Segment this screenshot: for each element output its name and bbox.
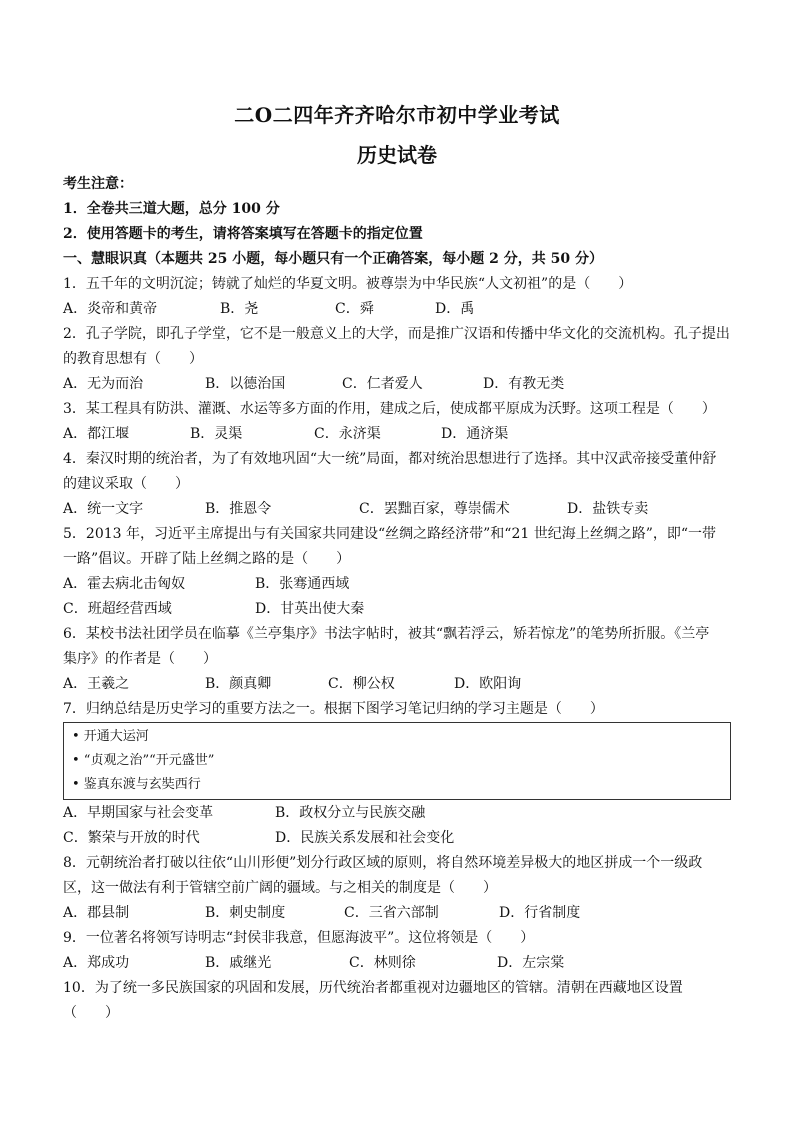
option-b[interactable]: B．刺史制度 [205,905,286,921]
option-d[interactable]: D．甘英出使大秦 [255,601,365,617]
option-a[interactable]: A．霍去病北击匈奴 [63,576,186,592]
question-stem: 7．归纳总结是历史学习的重要方法之一。根据下图学习笔记归纳的学习主题是（ ） [63,701,604,717]
option-b[interactable]: B．推恩令 [205,501,272,517]
study-notes-box [63,722,731,800]
question-stem: 集序》的作者是（ ） [63,651,217,667]
option-c[interactable]: C．林则徐 [349,955,416,971]
option-c[interactable]: C．永济渠 [314,426,381,442]
note-item: • “贞观之治”“开元盛世” [72,753,215,768]
option-a[interactable]: A．郑成功 [63,955,130,971]
option-a[interactable]: A．无为而治 [63,376,144,392]
exam-title: 二O二四年齐齐哈尔市初中学业考试 [234,103,560,127]
section-heading: 一、慧眼识真（本题共 25 小题，每小题只有一个正确答案，每小题 2 分，共 50 分） [63,251,603,267]
question-options [63,672,731,697]
option-b[interactable]: B．尧 [220,301,259,317]
option-d[interactable]: D．禹 [435,301,475,317]
option-b[interactable]: B．颜真卿 [205,676,272,692]
question-stem: 区，这一做法有利于管辖空前广阔的疆域。与之相关的制度是（ ） [63,880,497,896]
question-stem: 1．五千年的文明沉淀；铸就了灿烂的华夏文明。被尊崇为中华民族“人文初祖”的是（ ） [63,276,633,292]
question-stem: 的建议采取（ ） [63,476,189,492]
question-options [63,801,731,826]
notice-item: 2．使用答题卡的考生，请将答案填写在答题卡的指定位置 [63,226,423,242]
option-a[interactable]: A．炎帝和黄帝 [63,301,158,317]
option-d[interactable]: D．行省制度 [499,905,581,921]
question-stem: 的教育思想有（ ） [63,351,203,367]
option-c[interactable]: C．舜 [335,301,374,317]
question-options [63,372,731,397]
option-a[interactable]: A．王羲之 [63,676,130,692]
note-item: • 鉴真东渡与玄奘西行 [72,777,201,792]
option-b[interactable]: B．张骞通西域 [255,576,350,592]
option-b[interactable]: B．灵渠 [190,426,243,442]
notice-item: 1．全卷共三道大题，总分 100 分 [63,201,280,217]
option-a[interactable]: A．郡县制 [63,905,130,921]
option-c[interactable]: C．繁荣与开放的时代 [63,830,200,846]
option-b[interactable]: B．戚继光 [205,955,272,971]
question-stem: 6．某校书法社团学员在临摹《兰亭集序》书法字帖时，被其“飘若浮云，矫若惊龙”的笔势所折服。《兰亭 [63,626,710,642]
option-d[interactable]: D．民族关系发展和社会变化 [275,830,455,846]
option-d[interactable]: D．通济渠 [441,426,509,442]
question-stem: 2．孔子学院，即孔子学堂，它不是一般意义上的大学，而是推广汉语和传播中华文化的交流机构。孔子提出 [63,326,730,342]
question-stem: 3．某工程具有防洪、灌溉、水运等多方面的作用，建成之后，使成都平原成为沃野。这项工程是（ ） [63,401,716,417]
option-c[interactable]: C．柳公权 [328,676,395,692]
question-options [63,497,731,522]
option-a[interactable]: A．统一文字 [63,501,144,517]
option-c[interactable]: C．班超经营西域 [63,601,172,617]
question-stem: 5．2013 年，习近平主席提出与有关国家共同建设“丝绸之路经济带”和“21 世纪海上丝绸之路”，即“一带 [63,526,717,542]
note-item: • 开通大运河 [72,729,149,744]
option-b[interactable]: B．以德治国 [205,376,286,392]
question-stem: 9．一位著名将领写诗明志“封侯非我意，但愿海波平”。这位将领是（ ） [63,930,535,946]
question-options [63,951,731,976]
question-options [63,297,731,322]
question-options [63,572,731,597]
exam-subtitle: 历史试卷 [357,143,437,167]
question-stem: （ ） [63,1005,119,1021]
exam-content [63,172,731,1026]
option-d[interactable]: D．有教无类 [483,376,565,392]
question-options [63,422,731,447]
option-b[interactable]: B．政权分立与民族交融 [275,805,426,821]
option-a[interactable]: A．早期国家与社会变革 [63,805,214,821]
question-options [63,901,731,926]
notice-heading: 考生注意： [63,176,133,192]
option-d[interactable]: D．左宗棠 [497,955,565,971]
question-options [63,826,731,851]
question-options [63,597,731,622]
option-c[interactable]: C．仁者爱人 [342,376,423,392]
option-a[interactable]: A．都江堰 [63,426,130,442]
question-stem: 8．元朝统治者打破以往依“山川形便”划分行政区域的原则，将自然环境差异极大的地区拼成一个一级政 [63,855,703,871]
option-c[interactable]: C．三省六部制 [344,905,439,921]
option-d[interactable]: D．欧阳询 [454,676,522,692]
question-stem: 一路”倡议。开辟了陆上丝绸之路的是（ ） [63,551,351,567]
option-c[interactable]: C．罢黜百家，尊崇儒术 [359,501,510,517]
question-stem: 10．为了统一多民族国家的巩固和发展，历代统治者都重视对边疆地区的管辖。清朝在西藏地区设置 [63,980,683,996]
question-stem: 4．秦汉时期的统治者，为了有效地巩固“大一统”局面，都对统治思想进行了选择。其中汉武帝接受董仲舒 [63,451,717,467]
option-d[interactable]: D．盐铁专卖 [567,501,649,517]
